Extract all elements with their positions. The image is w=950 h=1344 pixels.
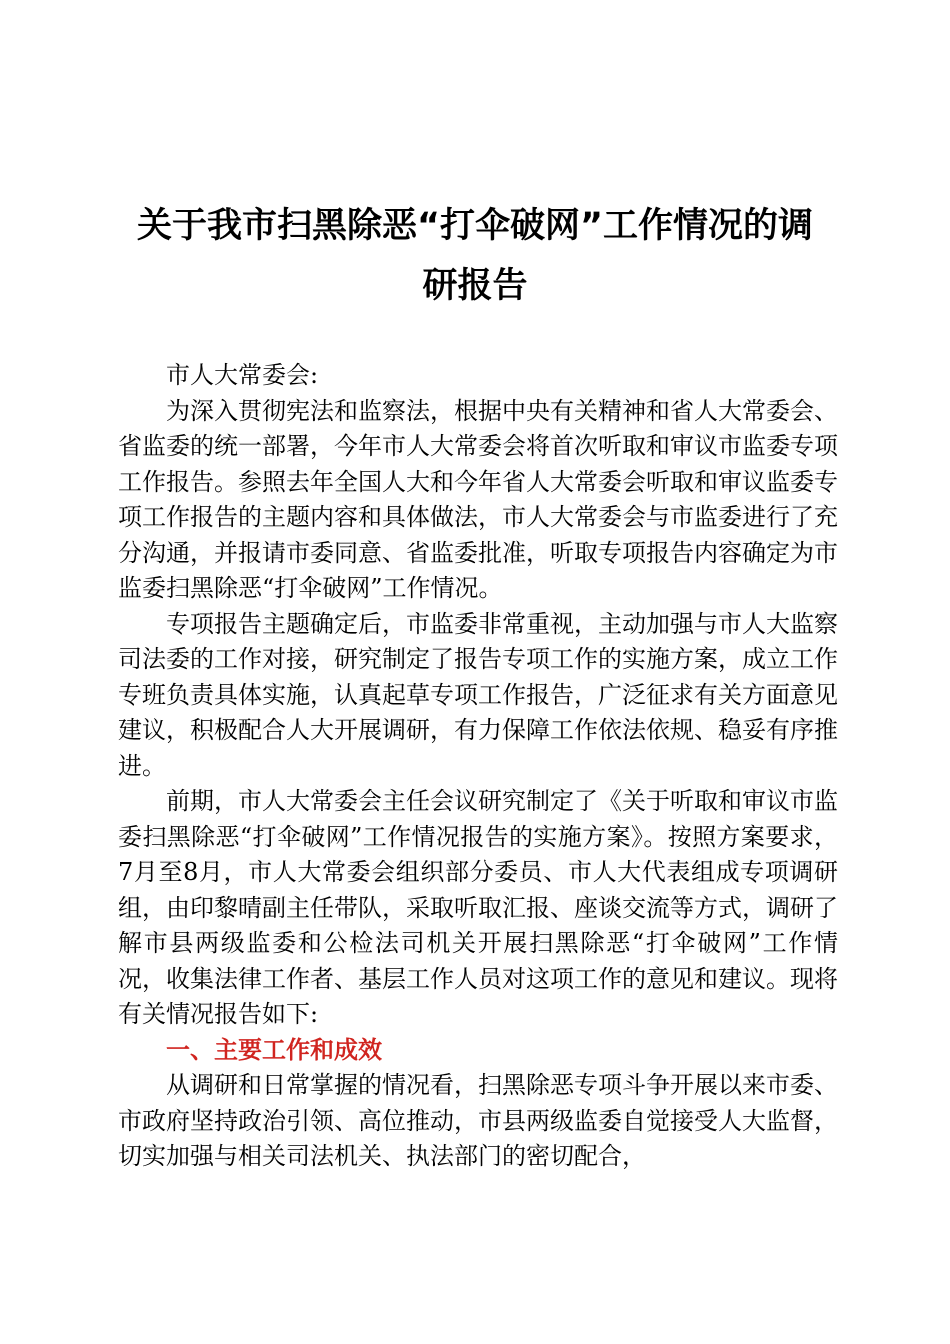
section-heading: 一、主要工作和成效 <box>166 1035 382 1064</box>
document-title-line-1: 关于我市扫黑除恶“打伞破网”工作情况的调 <box>136 206 813 246</box>
paragraph-3: 前期，市人大常委会主任会议研究制定了《关于听取和审议市监委扫黑除恶“打伞破网”工作情况报告的实施方案》。按照方案要求，7月至8月，市人大常委会组织部分委员、市人大代表组成专项调研组，由印黎晴副主任带队，采取听取汇报、座谈交流等方式，调研了解市县两级监委和公检法司机关开展扫黑除恶“打伞破网”工作情况，收集法律工作者、基层工作人员对这项工作的意见和建议。现将有关情况报告如下: <box>118 787 838 1028</box>
document-body <box>118 358 838 1175</box>
section-paragraph: 从调研和日常掌握的情况看，扫黑除恶专项斗争开展以来市委、市政府坚持政治引领、高位推动，市县两级监委自觉接受人大监督，切实加强与相关司法机关、执法部门的密切配合， <box>118 1071 838 1170</box>
paragraph-1: 为深入贯彻宪法和监察法，根据中央有关精神和省人大常委会、省监委的统一部署，今年市人大常委会将首次听取和审议市监委专项工作报告。参照去年全国人大和今年省人大常委会听取和审议监委专项工作报告的主题内容和具体做法，市人大常委会与市监委进行了充分沟通，并报请市委同意、省监委批准，听取专项报告内容确定为市监委扫黑除恶“打伞破网”工作情况。 <box>118 396 838 602</box>
document-title-line-2: 研报告 <box>422 266 528 306</box>
paragraph-2: 专项报告主题确定后，市监委非常重视，主动加强与市人大监察司法委的工作对接，研究制定了报告专项工作的实施方案，成立工作专班负责具体实施，认真起草专项工作报告，广泛征求有关方面意见建议，积极配合人大开展调研，有力保障工作依法依规、稳妥有序推进。 <box>118 609 838 780</box>
salutation: 市人大常委会: <box>166 361 319 389</box>
